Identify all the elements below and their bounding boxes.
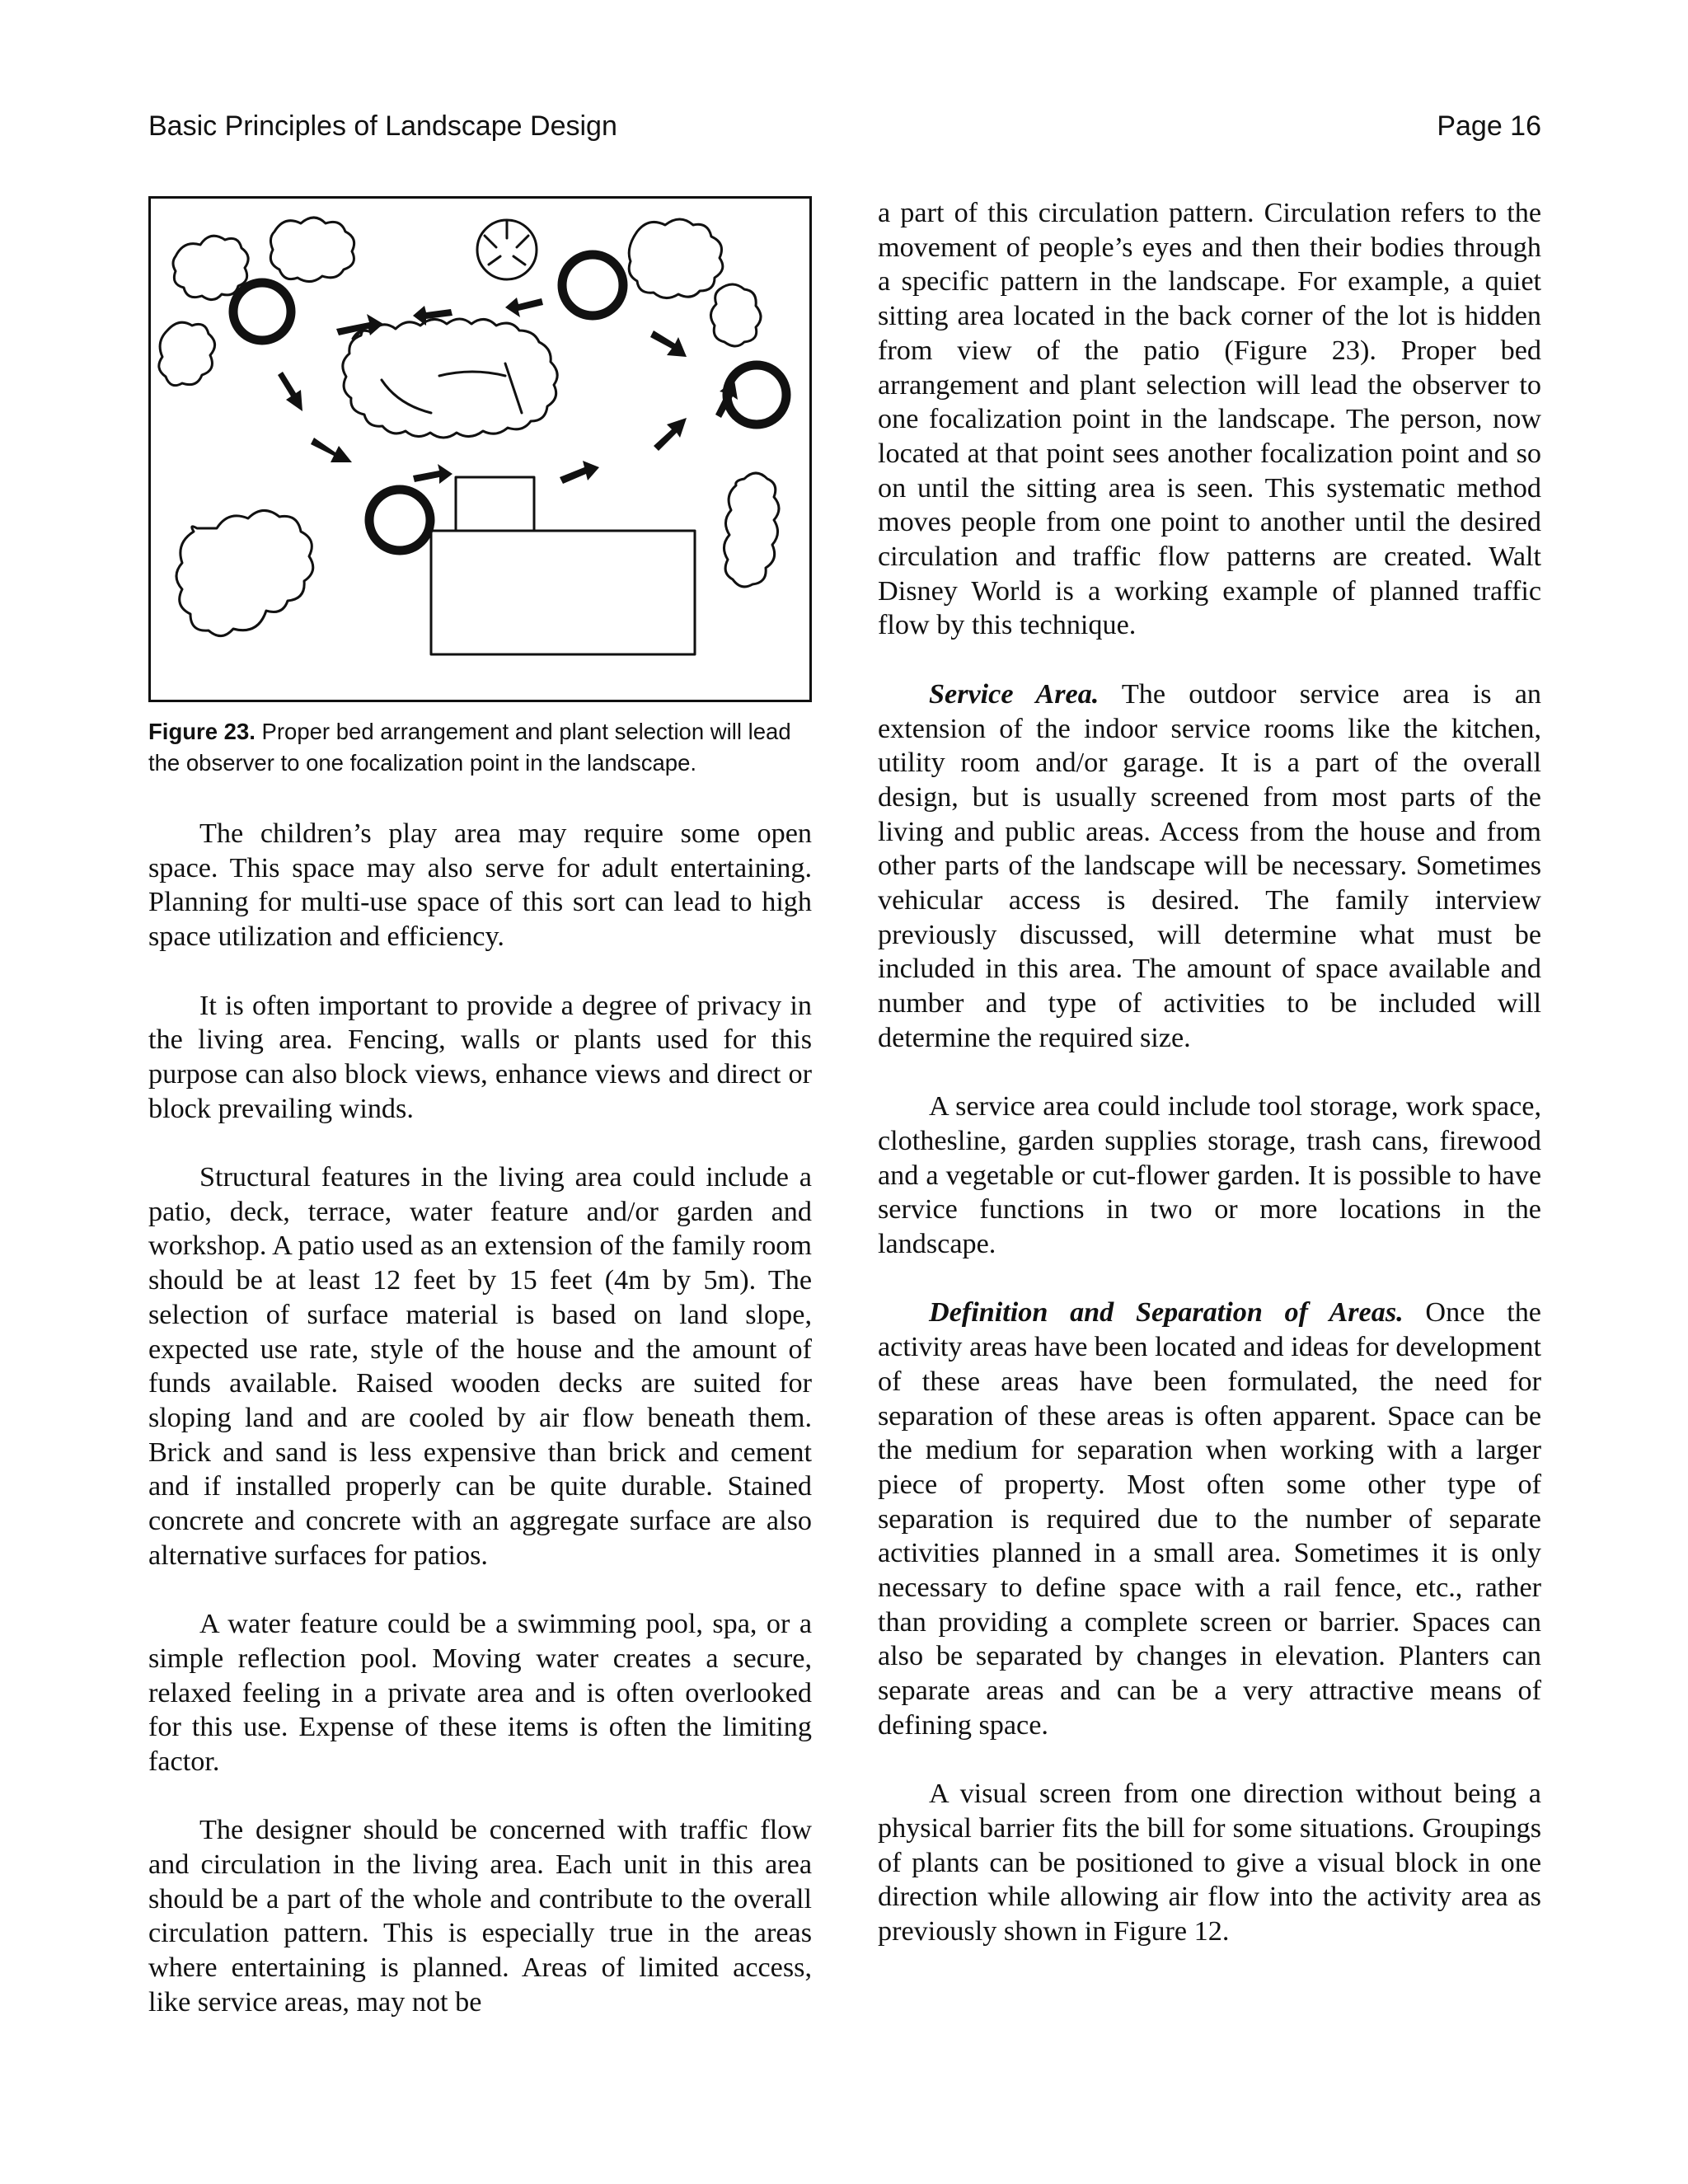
paragraph-water-feature: A water feature could be a swimming pool, spa, or a simple reflection pool. Moving water creates a secure, relaxed feeling in a private area and is often overlooked for this use. Expense of these items is often the limiting factor. xyxy=(148,1609,812,1777)
paragraph-visual-screen: A visual screen from one direction without being a physical barrier fits the bill for some situations. Groupings of plants can be positioned to give a visual block in one direction while allowing air flow into the activity area as previously shown in Figure 12. xyxy=(878,1779,1541,1947)
paragraph-service-contents: A service area could include tool storage, work space, clothesline, garden supplies storage, trash cans, firewood and a vegetable or cut-flower garden. It is possible to have service functions in two or more locations in the landscape. xyxy=(878,1091,1541,1260)
shrub-top xyxy=(270,218,354,282)
right-column xyxy=(878,196,1541,1949)
figure-caption-text: Proper bed arrangement and plant selection will lead the observer to one focalization point in the landscape. xyxy=(148,719,791,776)
focal-tree-1 xyxy=(233,283,291,340)
heading-service-area: Service Area. xyxy=(929,678,1100,710)
bed-detail xyxy=(382,380,431,413)
shrub-detail xyxy=(485,222,528,265)
shrub-right xyxy=(710,284,761,346)
figure-caption xyxy=(148,716,812,779)
shrub-right-vertical xyxy=(724,473,779,587)
bed-detail xyxy=(505,363,522,413)
focal-tree-2 xyxy=(562,255,623,316)
paragraph-circulation: a part of this circulation pattern. Circulation refers to the movement of people’s eyes and then their bodies through a specific pattern in the landscape. For example, a quiet sitting area located in the back corner of the lot is hidden from view of the patio (Figure 23). Proper bed arrangement and plant selection will lead the observer to one focalization point in the landscape. The person, now located at that point sees another focalization point and so on until the sitting area is seen. This systematic method moves people from one point to another until the desired circulation and traffic flow patterns are created. Walt Disney World is a working example of planned traffic flow by this technique. xyxy=(878,198,1541,641)
heading-definition-separation: Definition and Separation of Areas. xyxy=(929,1297,1404,1329)
paragraph-definition-separation xyxy=(878,1296,1541,1742)
figure-label: Figure 23. xyxy=(148,719,256,744)
page-number: Page 16 xyxy=(1437,110,1541,142)
paragraph-structural-features: Structural features in the living area could include a patio, deck, terrace, water feature and/or garden and workshop. A patio used as an extension of the family room should be at least 12 feet by 15 feet (4m by 5m). The selection of surface material is based on land slope, expected use rate, style of the house and the amount of funds available. Raised wooden decks are suited for sloping land and are cooled by air flow beneath them. Brick and sand is less expensive than brick and cement and if installed properly can be quite durable. Stained concrete and concrete with an aggregate surface are also alternative surfaces for patios. xyxy=(148,1162,812,1571)
service-area-text: The outdoor service area is an extension of the indoor service rooms like the kitchen, utility room and/or garage. It is a part of the overall design, but is usually screened from most parts of the living and public areas. Access from the house and from other parts of the landscape will be necessary. Sometimes vehicular access is desired. The family interview previously discussed, will determine what must be included in this area. The amount of space available and number and type of activities to be included will determine the required size. xyxy=(878,678,1542,1053)
central-planting-bed xyxy=(343,319,557,438)
shrub-left-mid xyxy=(159,322,215,386)
circulation-arrows xyxy=(278,298,738,484)
paragraph-privacy: It is often important to provide a degree of privacy in the living area. Fencing, walls or plants used for this purpose can also block views, enhance views and direct or block prevailing winds. xyxy=(148,990,812,1124)
paragraph-traffic-flow: The designer should be concerned with traffic flow and circulation in the living area. Each unit in this area should be a part of the whole and contribute to the overall circulation pattern. This is especially true in the areas where entertaining is planned. Areas of limited access, like service areas, may not be xyxy=(148,1815,812,2018)
focal-tree-4 xyxy=(369,490,430,551)
house-rect xyxy=(431,531,695,654)
definition-separation-text: Once the activity areas have been located and ideas for development of these areas have been formulated, the need for separation of these areas is often apparent. Space can be the medium for separation when working with a larger piece of property. Most often some other type of separation is required due to the number of separate activities planned in a small area. Sometimes it is only necessary to define space with a rail fence, etc., rather than providing a complete screen or barrier. Spaces can also be separated by changes in elevation. Planters can separate areas and can be a very attractive means of defining space. xyxy=(878,1297,1541,1741)
left-column xyxy=(148,196,812,2020)
bed-detail xyxy=(439,372,505,376)
page-header xyxy=(148,110,1541,152)
figure-23-landscape-plan xyxy=(148,196,812,702)
paragraph-service-area xyxy=(878,677,1541,1056)
document-title: Basic Principles of Landscape Design xyxy=(148,110,617,142)
paragraph-play-area: The children’s play area may require some open space. This space may also serve for adult entertaining. Planning for multi-use space of this sort can lead to high space utilization and efficiency. xyxy=(148,818,812,953)
landscape-plan-drawing xyxy=(151,199,809,700)
patio-rect xyxy=(456,477,534,531)
shrub-top-right xyxy=(629,219,723,298)
shrub-bottom-left xyxy=(176,510,313,635)
